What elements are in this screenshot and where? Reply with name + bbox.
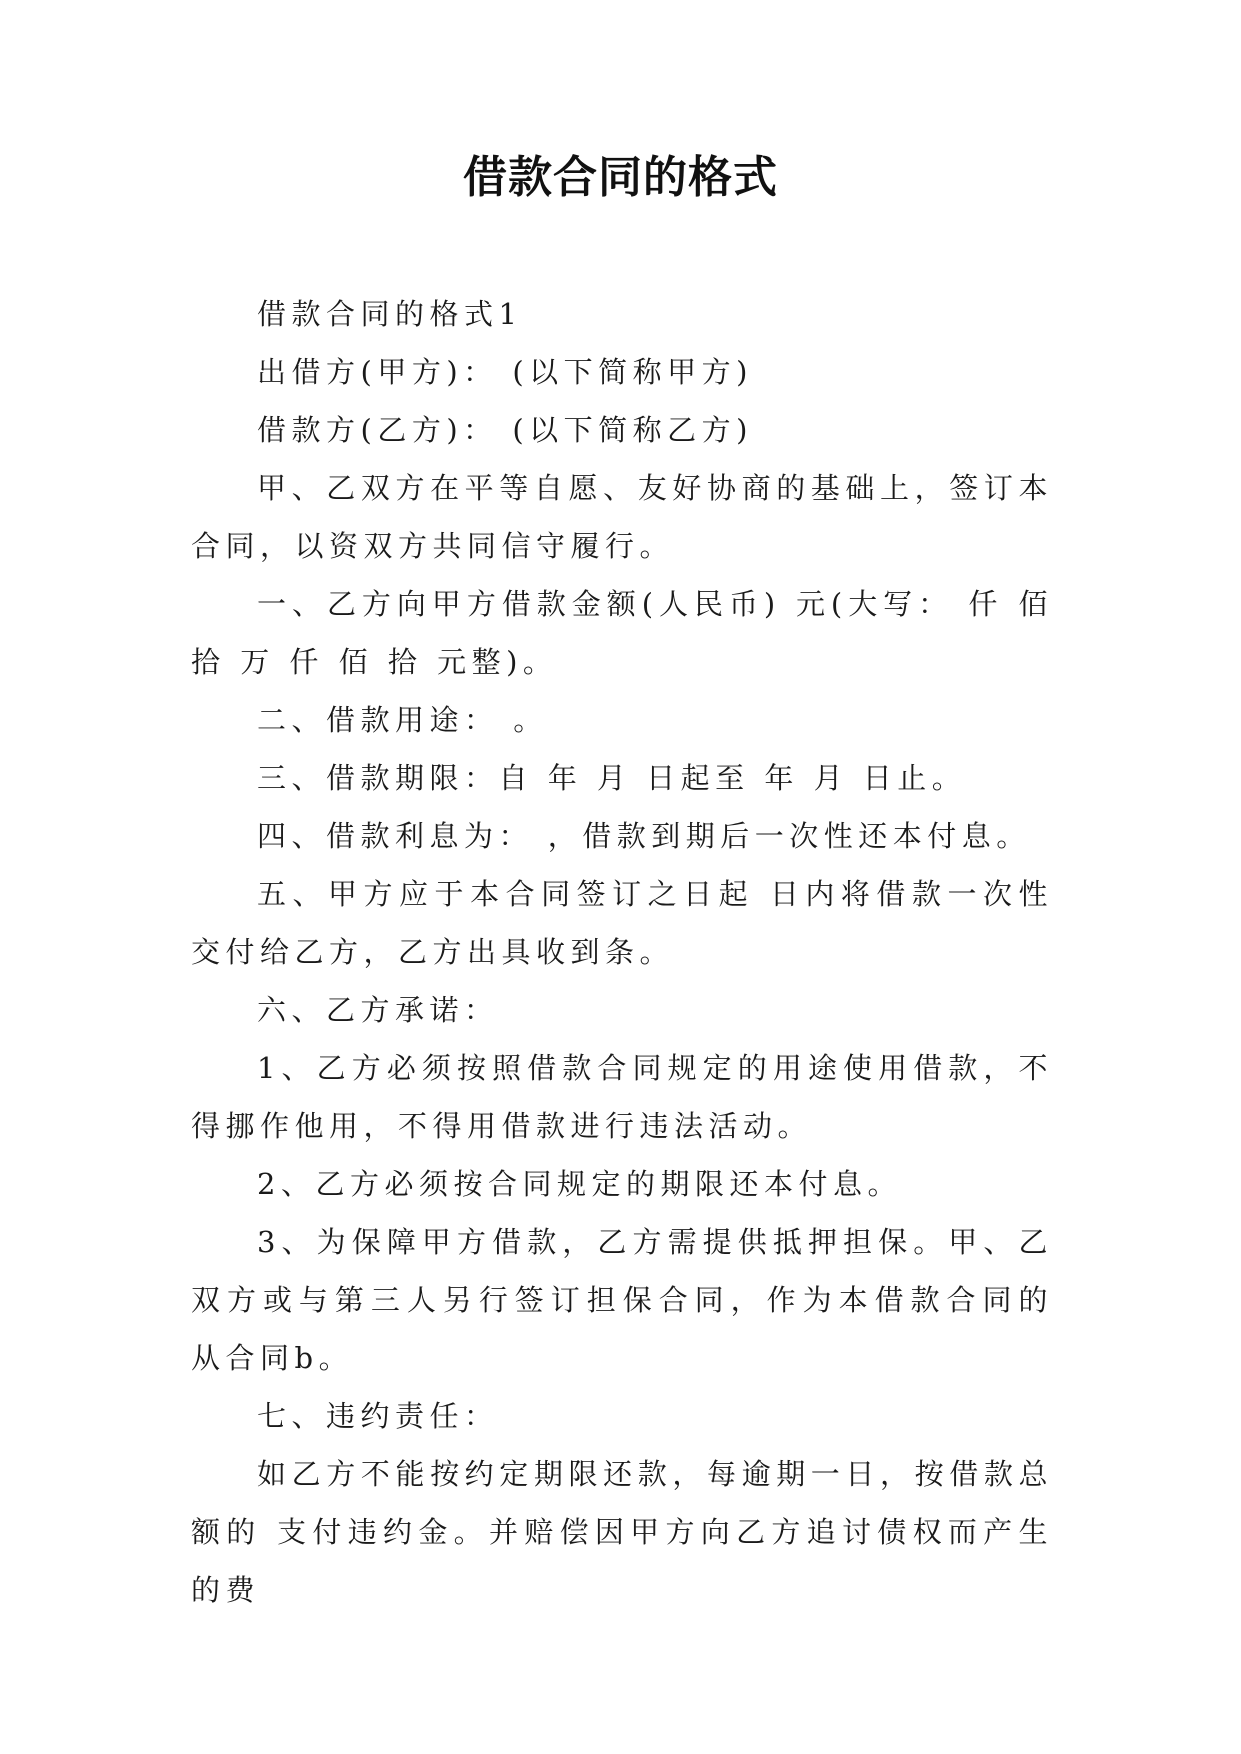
preamble-paragraph: 甲、乙双方在平等自愿、友好协商的基础上，签订本合同，以资双方共同信守履行。 — [191, 471, 1053, 563]
clause-7-heading: 七、违约责任： — [257, 1399, 499, 1433]
clause-6-item-2: 2、乙方必须按合同规定的期限还本付息。 — [257, 1167, 902, 1201]
clause-1-amount: 一、乙方向甲方借款金额(人民币) 元(大写： 仟 佰 拾 万 仟 佰 拾 元整)。 — [191, 587, 1053, 679]
borrower-line: 借款方(乙方)： (以下简称乙方) — [257, 413, 753, 447]
clause-6-item-3: 3、为保障甲方借款，乙方需提供抵押担保。甲、乙双方或与第三人另行签订担保合同，作为本借款合同的从合同b。 — [191, 1225, 1053, 1375]
clause-7-text: 如乙方不能按约定期限还款，每逾期一日，按借款总额的 支付违约金。并赔偿因甲方向乙方追讨债权而产生的费 — [191, 1457, 1053, 1607]
lender-line: 出借方(甲方)： (以下简称甲方) — [257, 355, 753, 389]
contract-heading: 借款合同的格式1 — [257, 297, 523, 331]
clause-6-item-1: 1、乙方必须按照借款合同规定的用途使用借款，不得挪作他用，不得用借款进行违法活动。 — [191, 1051, 1053, 1143]
clause-5-delivery: 五、甲方应于本合同签订之日起 日内将借款一次性交付给乙方，乙方出具收到条。 — [191, 877, 1053, 969]
clause-3-term: 三、借款期限：自 年 月 日起至 年 月 日止。 — [257, 761, 967, 795]
clause-6-heading: 六、乙方承诺： — [257, 993, 499, 1027]
clause-2-purpose: 二、借款用途： 。 — [257, 703, 548, 737]
clause-4-interest: 四、借款利息为： ，借款到期后一次性还本付息。 — [257, 819, 1031, 853]
document-title: 借款合同的格式 — [463, 152, 778, 203]
document-body — [191, 285, 1053, 1619]
